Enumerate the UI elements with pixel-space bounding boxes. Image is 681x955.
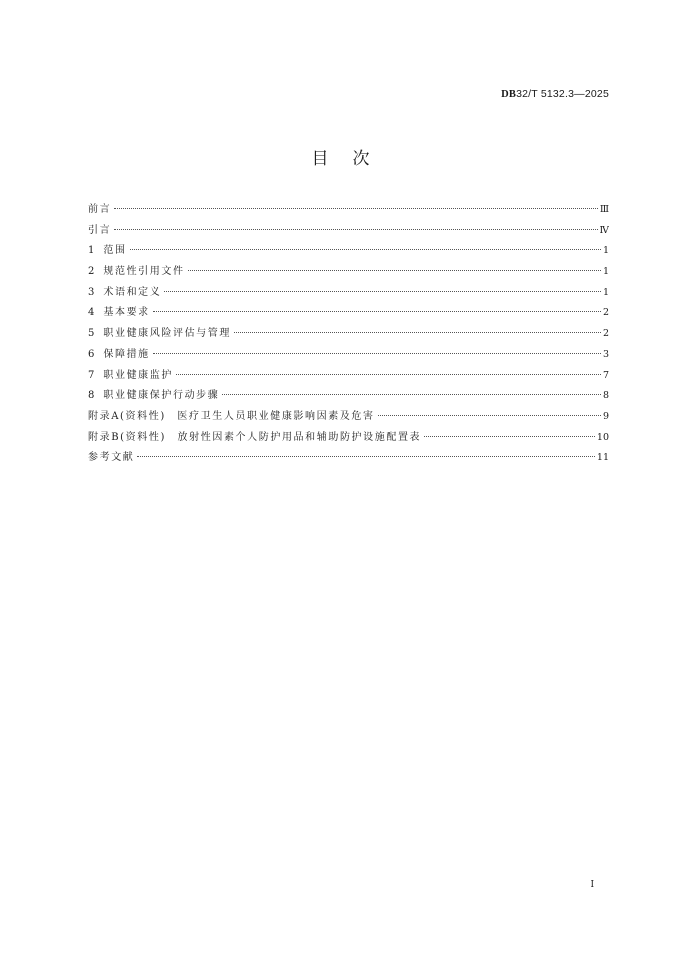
toc-dot-leader <box>153 353 601 354</box>
toc-entry-label: 参考文献 <box>88 452 135 464</box>
toc-entry-label: 引言 <box>88 224 112 236</box>
toc-entry-page: Ⅲ <box>599 204 609 215</box>
toc-entry-page: 2 <box>602 328 609 340</box>
toc-entry-page: 2 <box>602 307 609 319</box>
toc-dot-leader <box>114 229 597 230</box>
toc-entry-label: 职业健康监护 <box>103 369 173 381</box>
page-number: I <box>590 880 594 890</box>
toc-entry-label: 保障措施 <box>103 348 150 360</box>
toc-entry[interactable] <box>88 241 609 262</box>
standard-code-number: 32/T 5132.3—2025 <box>516 88 609 100</box>
toc-entry-page: 9 <box>602 410 609 422</box>
toc-entry-page: 1 <box>602 266 609 278</box>
toc-entry-label: 前言 <box>88 204 112 215</box>
toc-entry-label: 范围 <box>103 245 127 257</box>
toc-entry-number: 2 <box>88 266 95 278</box>
toc-entry[interactable] <box>88 262 609 283</box>
toc-dot-leader <box>164 291 601 292</box>
toc-entry-page: 7 <box>602 369 609 381</box>
toc-dot-leader <box>424 436 595 437</box>
toc-entry[interactable] <box>88 303 609 324</box>
toc-entry-page: 1 <box>602 245 609 257</box>
toc-entry-label: 基本要求 <box>103 307 150 319</box>
toc-title: 目次 <box>311 149 394 169</box>
toc-dot-leader <box>234 332 601 333</box>
toc-entry-page: 3 <box>602 348 609 360</box>
toc-dot-leader <box>153 311 601 312</box>
toc-entry-label: 职业健康风险评估与管理 <box>103 328 231 340</box>
toc-dot-leader <box>222 394 601 395</box>
standard-code-prefix: DB <box>501 89 517 100</box>
toc-entry-label: 术语和定义 <box>103 286 162 298</box>
toc-dot-leader <box>378 415 601 416</box>
toc-entry[interactable] <box>88 200 609 221</box>
toc-entry-number: 6 <box>88 348 95 360</box>
toc-dot-leader <box>137 456 595 457</box>
toc-entry-page: 1 <box>602 286 609 298</box>
table-of-contents <box>88 200 609 469</box>
toc-entry-page: Ⅳ <box>599 224 609 236</box>
toc-entry-number: 8 <box>88 390 95 402</box>
toc-entry[interactable] <box>88 428 609 449</box>
toc-entry-label: 附录A(资料性) 医疗卫生人员职业健康影响因素及危害 <box>88 410 375 422</box>
toc-entry[interactable] <box>88 386 609 407</box>
toc-entry-page: 11 <box>596 452 609 464</box>
toc-dot-leader <box>188 270 601 271</box>
toc-entry-number: 5 <box>88 328 95 340</box>
toc-dot-leader <box>130 249 601 250</box>
toc-entry[interactable] <box>88 407 609 428</box>
toc-entry-number: 4 <box>88 307 95 319</box>
toc-entry[interactable] <box>88 366 609 387</box>
toc-entry-label: 附录B(资料性) 放射性因素个人防护用品和辅助防护设施配置表 <box>88 431 422 443</box>
toc-dot-leader <box>176 374 601 375</box>
toc-entry[interactable] <box>88 345 609 366</box>
toc-dot-leader <box>114 208 598 209</box>
toc-entry-label: 规范性引用文件 <box>103 266 185 278</box>
standard-code <box>501 88 609 100</box>
toc-entry-page: 8 <box>602 390 609 402</box>
toc-entry[interactable] <box>88 283 609 304</box>
toc-entry[interactable] <box>88 324 609 345</box>
toc-entry-page: 10 <box>596 431 609 443</box>
toc-entry-label: 职业健康保护行动步骤 <box>103 390 220 402</box>
toc-entry-number: 7 <box>88 369 95 381</box>
toc-entry-number: 1 <box>88 245 95 257</box>
toc-entry[interactable] <box>88 221 609 242</box>
toc-entry[interactable] <box>88 448 609 469</box>
toc-entry-number: 3 <box>88 286 95 298</box>
